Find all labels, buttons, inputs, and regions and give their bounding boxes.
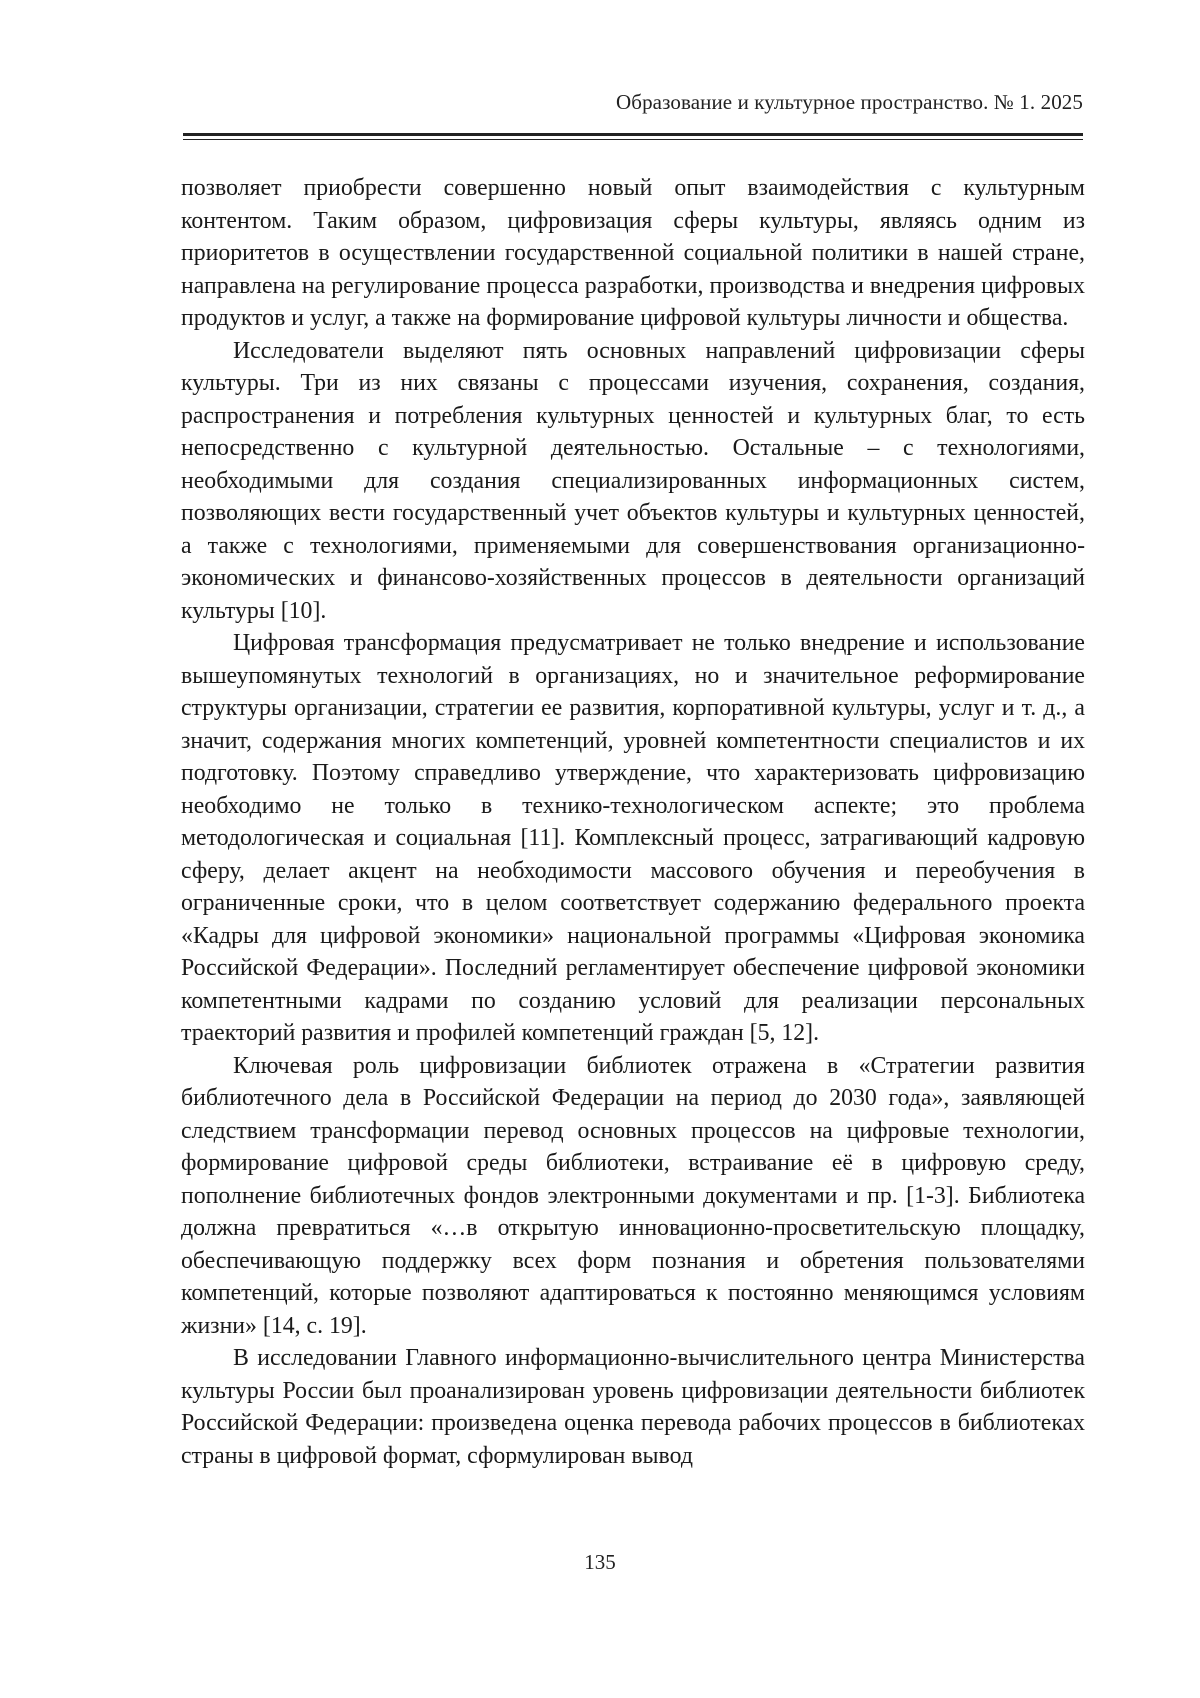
page-number: 135 (584, 1550, 616, 1574)
header-rule-thick (183, 133, 1083, 136)
paragraph-continuation: позволяет приобрести совершенно новый опыт взаимодействия с культурным контентом. Таким образом, цифровизация сферы культуры, являясь одним из приоритетов в осуществлении государственной социальной политики в нашей стране, направлена на регулирование процесса разработки, производства и внедрения цифровых продуктов и услуг, а также на формирование цифровой культуры личности и общества. (181, 175, 1085, 331)
running-header: Образование и культурное пространство. № 1. 2025 (616, 90, 1083, 114)
paragraph-digitalization-directions: Исследователи выделяют пять основных направлений цифровизации сферы культуры. Три из них связаны с процессами изучения, сохранения, создания, распространения и потребления культурных ценностей и культурных благ, то есть непосредственно с культурной деятельностью. Остальные – с технологиями, необходимыми для создания специализированных информационных систем, позволяющих вести государственный учет объектов культуры и культурных ценностей, а также с технологиями, применяемыми для совершенствования организационно-экономических и финансово-хозяйственных процессов в деятельности организаций культуры [10]. (181, 337, 1085, 624)
article-body (181, 172, 1085, 1472)
paragraph-library-strategy: Ключевая роль цифровизации библиотек отражена в «Стратегии развития библиотечного дела в Российской Федерации на период до 2030 года», заявляющей следствием трансформации перевод основных процессов на цифровые технологии, формирование цифровой среды библиотеки, встраивание её в цифровую среду, пополнение библиотечных фондов электронными документами и пр. [1-3]. Библиотека должна превратиться «…в открытую инновационно-просветительскую площадку, обеспечивающую поддержку всех форм познания и обретения пользователями компетенций, которые позволяют адаптироваться к постоянно меняющимся условиям жизни» [14, с. 19]. (181, 1052, 1085, 1339)
paragraph-digital-transformation: Цифровая трансформация предусматривает не только внедрение и использование вышеупомянутых технологий в организациях, но и значительное реформирование структуры организации, стратегии ее развития, корпоративной культуры, услуг и т. д., а значит, содержания многих компетенций, уровней компетентности специалистов и их подготовку. Поэтому справедливо утверждение, что характеризовать цифровизацию необходимо не только в технико-технологическом аспекте; это проблема методологическая и социальная [11]. Комплексный процесс, затрагивающий кадровую сферу, делает акцент на необходимости массового обучения и переобучения в ограниченные сроки, что в целом соответствует содержанию федерального проекта «Кадры для цифровой экономики» национальной программы «Цифровая экономика Российской Федерации». Последний регламентирует обеспечение цифровой экономики компетентными кадрами по созданию условий для реализации персональных траекторий развития и профилей компетенций граждан [5, 12]. (181, 630, 1085, 1046)
paragraph-givc-research: В исследовании Главного информационно-вычислительного центра Министерства культуры России был проанализирован уровень цифровизации деятельности библиотек Российской Федерации: произведена оценка перевода рабочих процессов в библиотеках страны в цифровой формат, сформулирован вывод (181, 1345, 1085, 1469)
header-rule-thin (183, 139, 1083, 140)
